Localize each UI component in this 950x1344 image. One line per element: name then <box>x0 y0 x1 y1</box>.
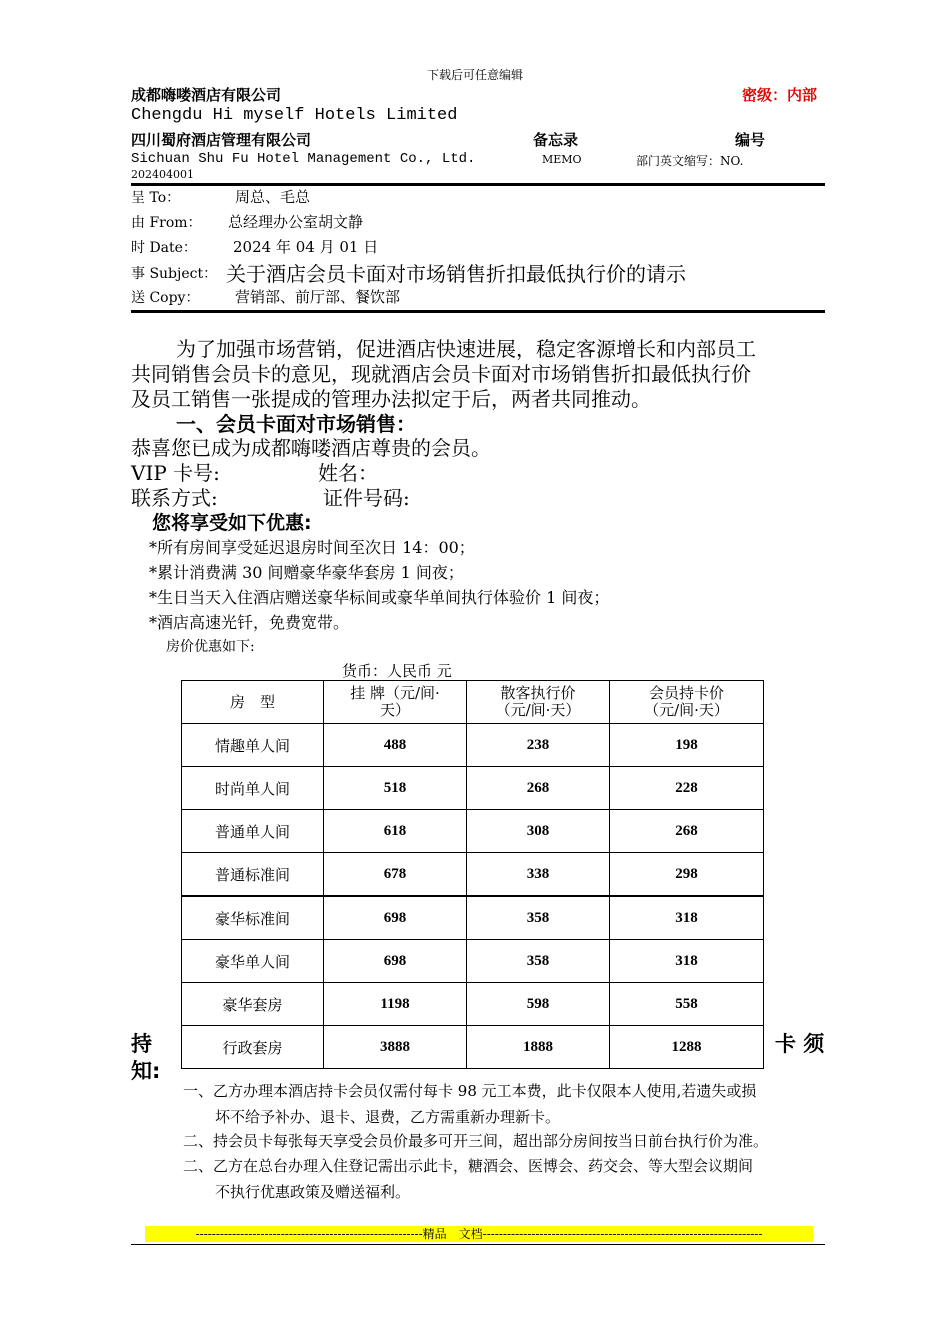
rates-intro: 房价优惠如下: <box>166 639 255 655</box>
dept-abbreviation: 部门英文缩写：NO. <box>636 154 744 168</box>
footer-divider <box>131 1244 825 1245</box>
header-walkin-rate: 散客执行价 （元/间·天） <box>467 681 610 724</box>
notice-item-line: 二、乙方在总台办理入住登记需出示此卡，糖酒会、医博会、药交会、等大型会议期间 <box>183 1157 754 1175</box>
rack-rate-cell: 1198 <box>324 983 467 1026</box>
walkin-rate-cell: 308 <box>467 810 610 853</box>
currency-note: 货币：人民币 元 <box>342 662 452 680</box>
intro-line-3: 及员工销售一张提成的管理办法拟定于后，两者共同推动。 <box>131 387 651 411</box>
table-row <box>182 1026 764 1069</box>
table-row <box>182 810 764 853</box>
table-row <box>182 940 764 983</box>
subject-value: 关于酒店会员卡面对市场销售折扣最低执行价的请示 <box>226 262 686 286</box>
table-header-row <box>182 681 764 724</box>
management-company-cn: 四川蜀府酒店管理有限公司 <box>131 131 312 149</box>
notice-heading-part-1: 持 <box>131 1032 152 1056</box>
rack-rate-cell: 3888 <box>324 1026 467 1069</box>
management-company-en: Sichuan Shu Fu Hotel Management Co., Ltd. <box>131 151 476 167</box>
copy-label: 送 Copy： <box>131 290 200 306</box>
walkin-rate-cell: 338 <box>467 853 610 897</box>
intro-line-1: 为了加强市场营销，促进酒店快速进展，稳定客源增长和内部员工 <box>176 337 756 361</box>
from-value: 总经理办公室胡文静 <box>228 213 364 231</box>
top-note: 下载后可任意编辑 <box>426 68 523 82</box>
walkin-rate-cell: 1888 <box>467 1026 610 1069</box>
notice-item-line: 一、乙方办理本酒店持卡会员仅需付每卡 98 元工本费，此卡仅限本人使用,若遗失或损 <box>183 1082 757 1100</box>
from-label: 由 From： <box>131 215 202 231</box>
member-rate-cell: 318 <box>610 940 764 983</box>
member-rate-cell: 198 <box>610 724 764 767</box>
subject-label: 事 Subject： <box>131 266 218 282</box>
id-number-label: 证件号码: <box>323 486 410 510</box>
walkin-rate-cell: 358 <box>467 940 610 983</box>
benefit-item: *生日当天入住酒店赠送豪华标间或豪华单间执行体验价 1 间夜； <box>149 588 610 607</box>
room-type-cell: 行政套房 <box>182 1026 324 1069</box>
walkin-rate-cell: 598 <box>467 983 610 1026</box>
congrats-line: 恭喜您已成为成都嗨喽酒店尊贵的会员。 <box>131 436 491 460</box>
classification-label: 密级：内部 <box>742 86 818 104</box>
header-room-type: 房 型 <box>182 681 324 724</box>
room-type-cell: 时尚单人间 <box>182 767 324 810</box>
room-type-cell: 普通标准间 <box>182 853 324 897</box>
to-label: 呈 To： <box>131 190 181 206</box>
document-number: 202404001 <box>131 168 194 181</box>
header-member-rate: 会员持卡价 （元/间·天） <box>610 681 764 724</box>
footer-banner: --------------------------------------------------------精品 文档--------------------------------------------------------------------- <box>145 1226 813 1242</box>
table-row <box>182 724 764 767</box>
room-type-cell: 豪华单人间 <box>182 940 324 983</box>
table-row <box>182 983 764 1026</box>
intro-line-2: 共同销售会员卡的意见，现就酒店会员卡面对市场销售折扣最低执行价 <box>131 362 751 386</box>
table-row <box>182 767 764 810</box>
company-name-en: Chengdu Hi myself Hotels Limited <box>131 106 458 125</box>
member-rate-cell: 268 <box>610 810 764 853</box>
benefits-title: 您将享受如下优惠: <box>152 512 312 534</box>
rack-rate-cell: 488 <box>324 724 467 767</box>
rack-rate-cell: 698 <box>324 896 467 940</box>
date-value: 2024 年 04 月 01 日 <box>233 238 379 256</box>
member-rate-cell: 298 <box>610 853 764 897</box>
member-rate-cell: 1288 <box>610 1026 764 1069</box>
header-rack-rate: 挂 牌（元/间· 天） <box>324 681 467 724</box>
room-type-cell: 豪华套房 <box>182 983 324 1026</box>
section-heading-1: 一、会员卡面对市场销售： <box>176 412 416 436</box>
benefit-item: *累计消费满 30 间赠豪华豪华套房 1 间夜； <box>149 563 464 582</box>
table-row <box>182 896 764 940</box>
room-type-cell: 情趣单人间 <box>182 724 324 767</box>
to-value: 周总、毛总 <box>235 188 311 206</box>
room-type-cell: 普通单人间 <box>182 810 324 853</box>
memo-title-cn: 备忘录 <box>533 131 579 149</box>
vip-card-label: VIP 卡号: <box>131 461 220 485</box>
walkin-rate-cell: 238 <box>467 724 610 767</box>
notice-item-line: 不执行优惠政策及赠送福利。 <box>215 1183 411 1201</box>
walkin-rate-cell: 268 <box>467 767 610 810</box>
room-type-cell: 豪华标准间 <box>182 896 324 940</box>
notice-item-line: 坏不给予补办、退卡、退费，乙方需重新办理新卡。 <box>215 1108 561 1126</box>
copy-value: 营销部、前厅部、餐饮部 <box>235 288 401 306</box>
table-row <box>182 853 764 897</box>
notice-heading-part-3: 卡 须 <box>775 1032 825 1056</box>
benefit-item: *所有房间享受延迟退房时间至次日 14：00； <box>149 538 475 557</box>
walkin-rate-cell: 358 <box>467 896 610 940</box>
rack-rate-cell: 518 <box>324 767 467 810</box>
name-label: 姓名： <box>318 461 378 485</box>
notice-heading-part-2: 知: <box>131 1059 161 1083</box>
notice-item-line: 二、持会员卡每张每天享受会员价最多可开三间，超出部分房间按当日前台执行价为准。 <box>183 1132 769 1150</box>
room-rate-table <box>181 680 764 1069</box>
memo-title-en: MEMO <box>542 153 582 166</box>
fields-divider <box>131 310 825 313</box>
rack-rate-cell: 678 <box>324 853 467 897</box>
member-rate-cell: 318 <box>610 896 764 940</box>
date-label: 时 Date： <box>131 240 197 256</box>
number-label: 编号 <box>735 131 766 149</box>
member-rate-cell: 558 <box>610 983 764 1026</box>
member-rate-cell: 228 <box>610 767 764 810</box>
rack-rate-cell: 698 <box>324 940 467 983</box>
benefit-item: *酒店高速光钎，免费宽带。 <box>149 613 350 632</box>
rack-rate-cell: 618 <box>324 810 467 853</box>
contact-label: 联系方式: <box>131 486 218 510</box>
company-name-cn: 成都嗨喽酒店有限公司 <box>131 86 282 104</box>
